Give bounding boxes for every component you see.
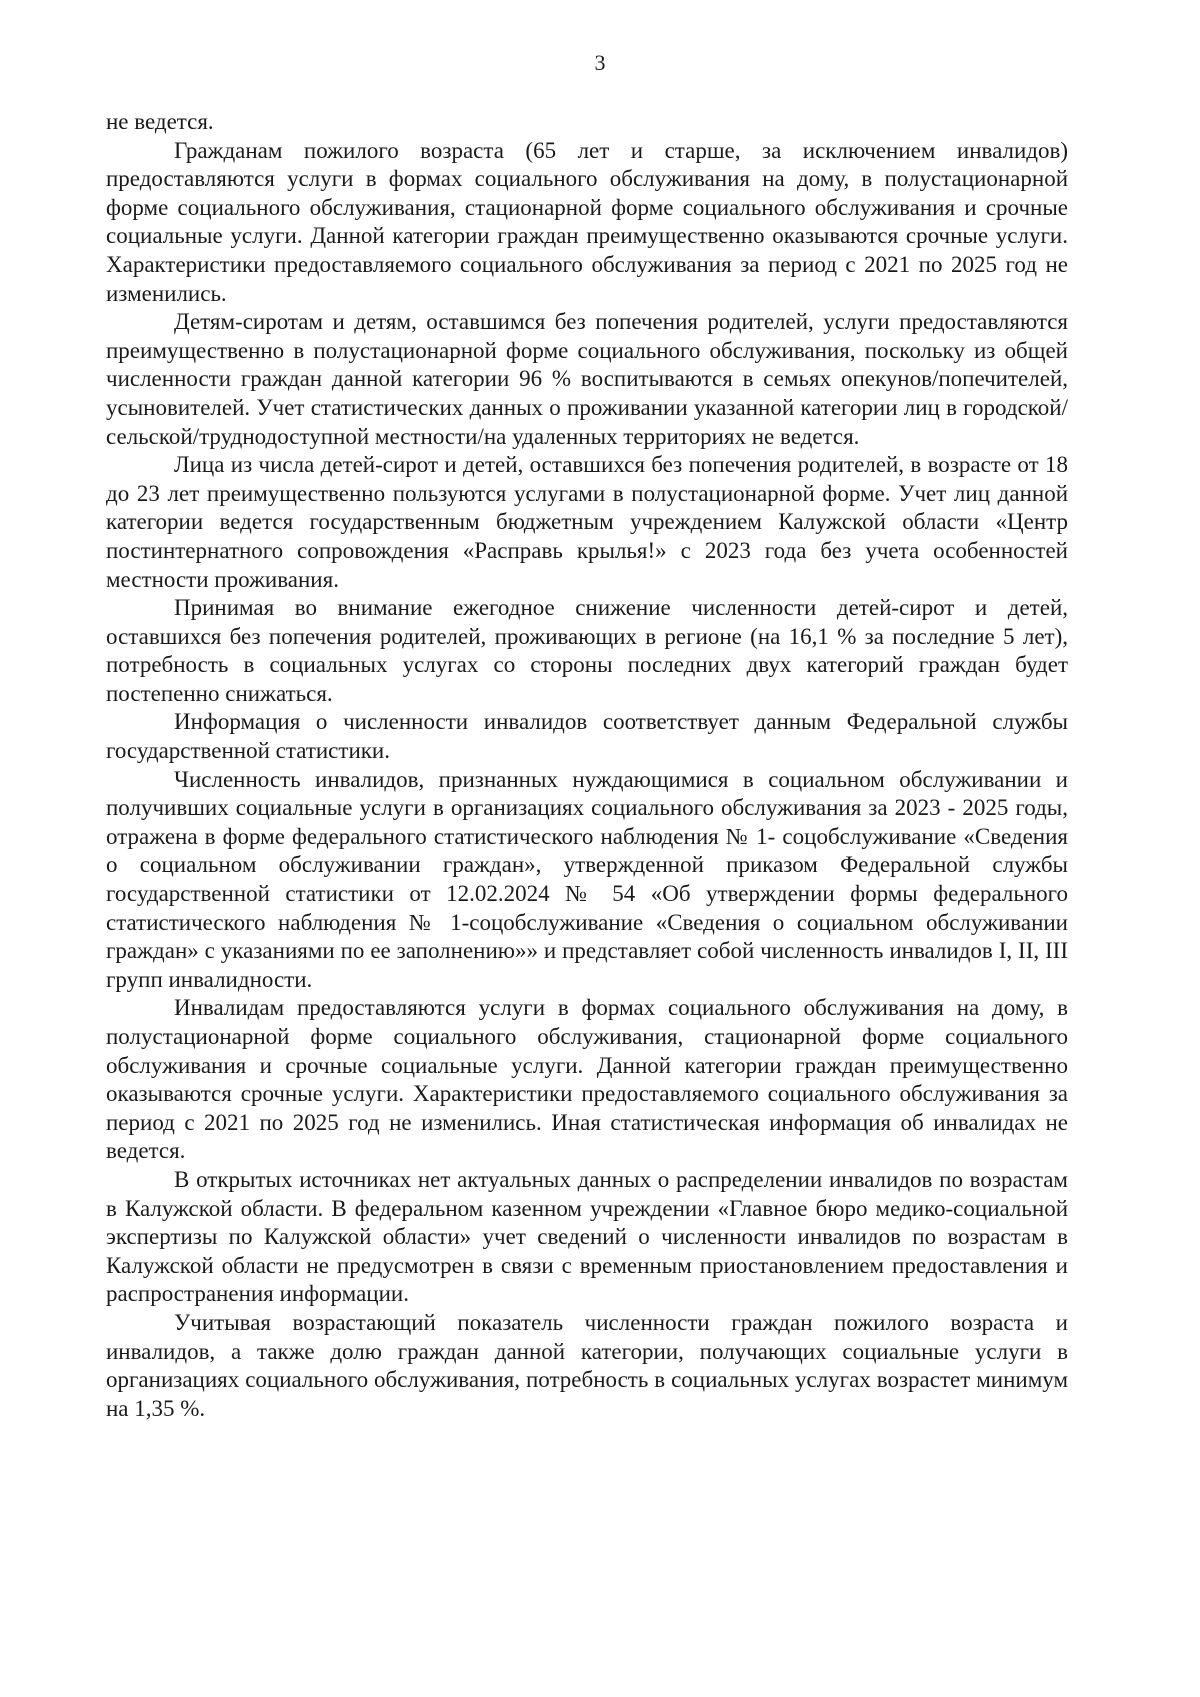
document-body bbox=[106, 108, 1068, 1423]
paragraph-disabled-count: Численность инвалидов, признанных нуждающимися в социальном обслуживании и получивших социальные услуги в организациях социального обслуживания за 2023 - 2025 годы, отражена в форме федерального статистического наблюдения № 1- соцобслуживание «Сведения о социальном обслуживании граждан», утвержденной приказом Федеральной службы государственной статистики от 12.02.2024 № 54 «Об утверждении формы федерального статистического наблюдения № 1-соцобслуживание «Сведения о социальном обслуживании граждан» с указаниями по ее заполнению»» и представляет собой численность инвалидов I, II, III групп инвалидности. bbox=[106, 766, 1068, 992]
paragraph-orphans-decline: Принимая во внимание ежегодное снижение численности детей-сирот и детей, оставшихся без попечения родителей, проживающих в регионе (на 16,1 % за последние 5 лет), потребность в социальных услугах со стороны последних двух категорий граждан будет постепенно снижаться. bbox=[106, 595, 1068, 706]
paragraph-continuation: не ведется. bbox=[106, 109, 214, 134]
paragraph-orphans-services: Детям-сиротам и детям, оставшимся без попечения родителей, услуги предоставляются преимущественно в полустационарной форме социального обслуживания, поскольку из общей численности граждан данной категории 96 % воспитываются в семьях опекунов/попечителей, усыновителей. Учет статистических данных о проживании указанной категории лиц в городской/сельской/труднодоступной местности/на удаленных территориях не ведется. bbox=[106, 309, 1068, 449]
paragraph-former-orphans: Лица из числа детей-сирот и детей, оставшихся без попечения родителей, в возрасте от 18 до 23 лет преимущественно пользуются услугами в полустационарной форме. Учет лиц данной категории ведется государственным бюджетным учреждением Калужской области «Центр постинтернатного сопровождения «Расправь крылья!» с 2023 года без учета особенностей местности проживания. bbox=[106, 452, 1068, 592]
paragraph-elderly-services: Гражданам пожилого возраста (65 лет и старше, за исключением инвалидов) предоставляются услуги в формах социального обслуживания на дому, в полустационарной форме социального обслуживания, стационарной форме социального обслуживания и срочные социальные услуги. Данной категории граждан преимущественно оказываются срочные услуги. Характеристики предоставляемого социального обслуживания за период с 2021 по 2025 год не изменились. bbox=[106, 137, 1068, 306]
page-number: 3 bbox=[594, 50, 606, 75]
paragraph-disabled-services: Инвалидам предоставляются услуги в формах социального обслуживания на дому, в полустационарной форме социального обслуживания, стационарной форме социального обслуживания и срочные социальные услуги. Данной категории граждан преимущественно оказываются срочные услуги. Характеристики предоставляемого социального обслуживания за период с 2021 по 2025 год не изменились. Иная статистическая информация об инвалидах не ведется. bbox=[106, 995, 1068, 1164]
paragraph-demand-forecast: Учитывая возрастающий показатель численности граждан пожилого возраста и инвалидов, а также долю граждан данной категории, получающих социальные услуги в организациях социального обслуживания, потребность в социальных услугах возрастет минимум на 1,35 %. bbox=[106, 1309, 1068, 1421]
paragraph-disabled-age-data: В открытых источниках нет актуальных данных о распределении инвалидов по возрастам в Калужской области. В федеральном казенном учреждении «Главное бюро медико-социальной экспертизы по Калужской области» учет сведений о численности инвалидов по возрастам в Калужской области не предусмотрен в связи с временным приостановлением предоставления и распространения информации. bbox=[106, 1166, 1068, 1307]
paragraph-disabled-statistics-source: Информация о численности инвалидов соответствует данным Федеральной службы государственной статистики. bbox=[106, 709, 1068, 764]
